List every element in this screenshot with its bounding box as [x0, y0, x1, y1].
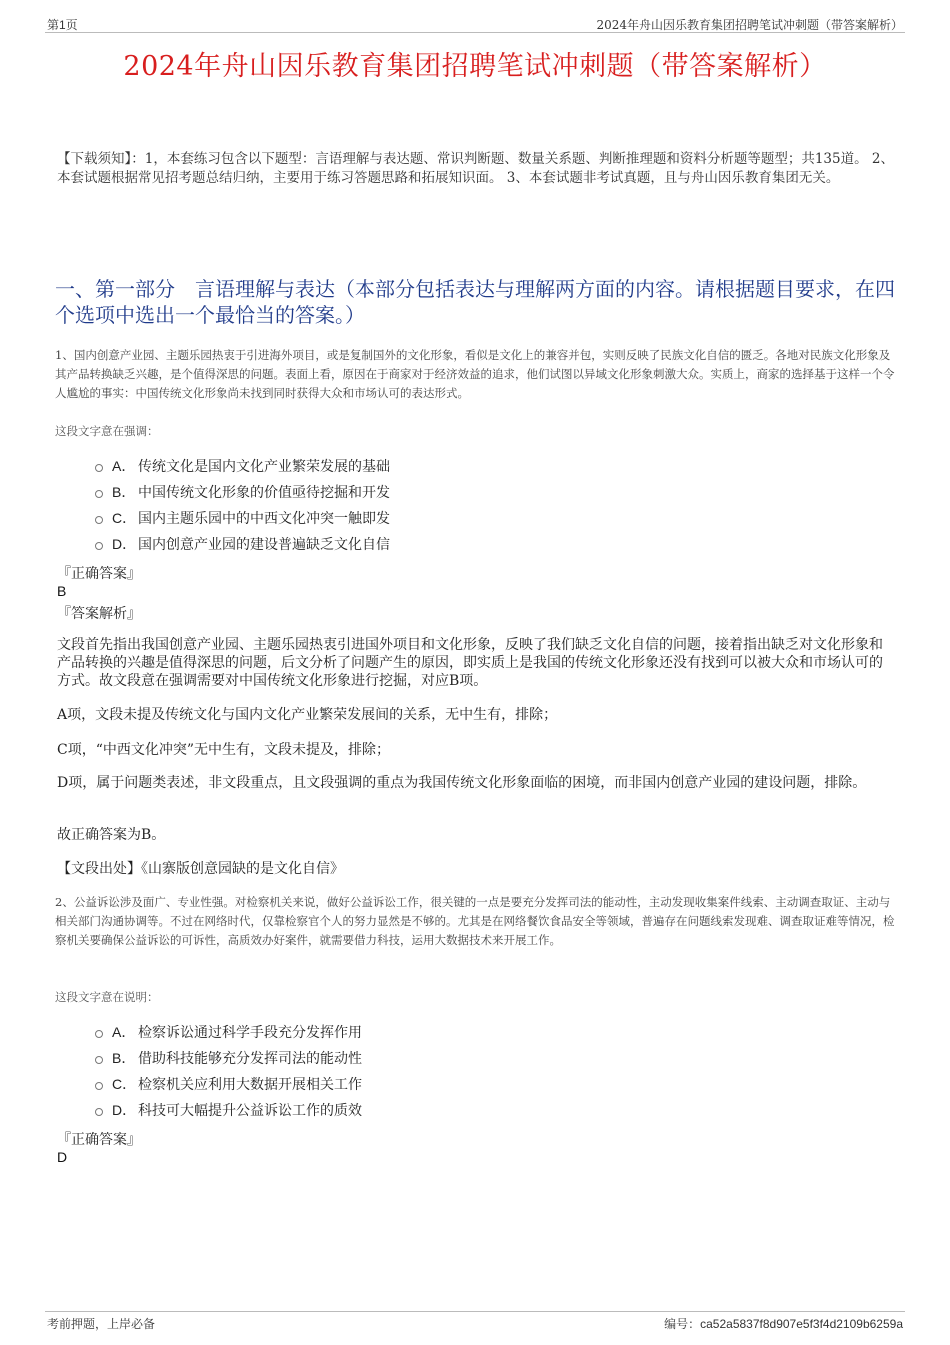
radio-icon[interactable]: [95, 1056, 103, 1064]
question-2-prompt: 这段文字意在说明：: [55, 990, 159, 1004]
option-a[interactable]: [95, 1019, 795, 1045]
option-b[interactable]: [95, 1045, 795, 1071]
analysis-paragraph: C项，“中西文化冲突”无中生有，文段未提及，排除；: [57, 742, 391, 758]
question-1-stem: 1、国内创意产业园、主题乐园热衷于引进海外项目，或是复制国外的文化形象，看似是文化上的兼容并包，实则反映了民族文化自信的匮乏。各地对民族文化形象及其产品转换缺乏兴趣，是个值得深思的问题。表面上看，原因在于商家对于经济效益的追求，他们试图以异域文化形象刺激大众。实质上，商家的选择基于这样一个令人尴尬的事实：中国传统文化形象尚未找到同时获得大众和市场认可的表达形式。: [55, 348, 895, 400]
radio-icon[interactable]: [95, 490, 103, 498]
option-d[interactable]: [95, 531, 795, 557]
page-footer: [45, 1311, 905, 1332]
option-key: D．: [112, 536, 137, 552]
analysis-paragraph: D项，属于问题类表述，非文段重点，且文段强调的重点为我国传统文化形象面临的困境，而非国内创意产业园的建设问题，排除。: [57, 775, 867, 791]
code-value: ca52a5837f8d907e5f3f4d2109b6259a: [700, 1317, 903, 1331]
code-label: 编号：: [664, 1317, 701, 1331]
option-key: C．: [112, 1076, 137, 1092]
radio-icon[interactable]: [95, 516, 103, 524]
option-c[interactable]: [95, 505, 795, 531]
correct-answer: B: [57, 583, 67, 599]
option-key: D．: [112, 1102, 137, 1118]
question-1-options: [95, 453, 795, 557]
footer-slogan: 考前押题，上岸必备: [47, 1317, 156, 1331]
option-c[interactable]: [95, 1071, 795, 1097]
option-text: 国内创意产业园的建设普遍缺乏文化自信: [138, 537, 390, 553]
correct-answer-label: 『正确答案』: [57, 566, 141, 582]
question-1-prompt: 这段文字意在强调：: [55, 424, 159, 438]
radio-icon[interactable]: [95, 1108, 103, 1116]
header-doc-title: 2024年舟山因乐教育集团招聘笔试冲刺题（带答案解析）: [596, 18, 903, 32]
analysis-paragraph: 故正确答案为B。: [57, 827, 166, 843]
correct-answer-label: 『正确答案』: [57, 1132, 141, 1148]
radio-icon[interactable]: [95, 464, 103, 472]
option-text: 检察诉讼通过科学手段充分发挥作用: [138, 1025, 362, 1041]
section-heading: 一、第一部分 言语理解与表达（本部分包括表达与理解两方面的内容。请根据题目要求，在四个选项中选出一个最恰当的答案。）: [55, 277, 895, 327]
option-text: 传统文化是国内文化产业繁荣发展的基础: [138, 459, 390, 475]
radio-icon[interactable]: [95, 1082, 103, 1090]
option-text: 中国传统文化形象的价值亟待挖掘和开发: [138, 485, 390, 501]
radio-icon[interactable]: [95, 1030, 103, 1038]
option-key: B．: [112, 484, 136, 500]
option-text: 借助科技能够充分发挥司法的能动性: [138, 1051, 362, 1067]
analysis-label: 『答案解析』: [57, 606, 141, 622]
option-key: C．: [112, 510, 137, 526]
question-2-stem: 2、公益诉讼涉及面广、专业性强。对检察机关来说，做好公益诉讼工作，很关键的一点是要充分发挥司法的能动性，主动发现收集案件线索、主动调查取证、主动与相关部门沟通协调等。不过在网络时代，仅靠检察官个人的努力显然是不够的。尤其是在网络餐饮食品安全等领域，普遍存在问题线索发现难、调查取证难等情况，检察机关要确保公益诉讼的可诉性，高质效办好案件，就需要借力科技，运用大数据技术来开展工作。: [55, 895, 895, 947]
option-key: A．: [112, 458, 136, 474]
option-key: B．: [112, 1050, 136, 1066]
document-title: 2024年舟山因乐教育集团招聘笔试冲刺题（带答案解析）: [123, 51, 827, 82]
question-2-options: [95, 1019, 795, 1123]
document-code: [664, 1315, 903, 1332]
correct-answer: D: [57, 1149, 68, 1165]
radio-icon[interactable]: [95, 542, 103, 550]
option-b[interactable]: [95, 479, 795, 505]
page-header: [45, 14, 905, 33]
analysis-paragraph: A项，文段未提及传统文化与国内文化产业繁荣发展间的关系，无中生有，排除；: [57, 707, 558, 723]
passage-source: 【文段出处】《山寨版创意园缺的是文化自信》: [57, 861, 344, 877]
analysis-paragraph: 文段首先指出我国创意产业园、主题乐园热衷引进国外项目和文化形象，反映了我们缺乏文化自信的问题，接着指出缺乏对文化形象和产品转换的兴趣是值得深思的问题，后文分析了问题产生的原因，即实质上是我国的传统文化形象还没有找到可以被大众和市场认可的方式。故文段意在强调需要对中国传统文化形象进行挖掘，对应B项。: [57, 637, 883, 689]
download-notice: 【下载须知】：1，本套练习包含以下题型：言语理解与表达题、常识判断题、数量关系题、判断推理题和资料分析题等题型；共135道。 2、本套试题根据常见招考题总结归纳，主要用于练习答题思路和拓展知识面。 3、本套试题非考试真题，且与舟山因乐教育集团无关。: [57, 151, 894, 186]
option-a[interactable]: [95, 453, 795, 479]
option-text: 科技可大幅提升公益诉讼工作的质效: [138, 1103, 362, 1119]
page-number: 第1页: [47, 18, 78, 32]
option-key: A．: [112, 1024, 136, 1040]
option-text: 国内主题乐园中的中西文化冲突一触即发: [138, 511, 390, 527]
option-text: 检察机关应利用大数据开展相关工作: [138, 1077, 362, 1093]
option-d[interactable]: [95, 1097, 795, 1123]
